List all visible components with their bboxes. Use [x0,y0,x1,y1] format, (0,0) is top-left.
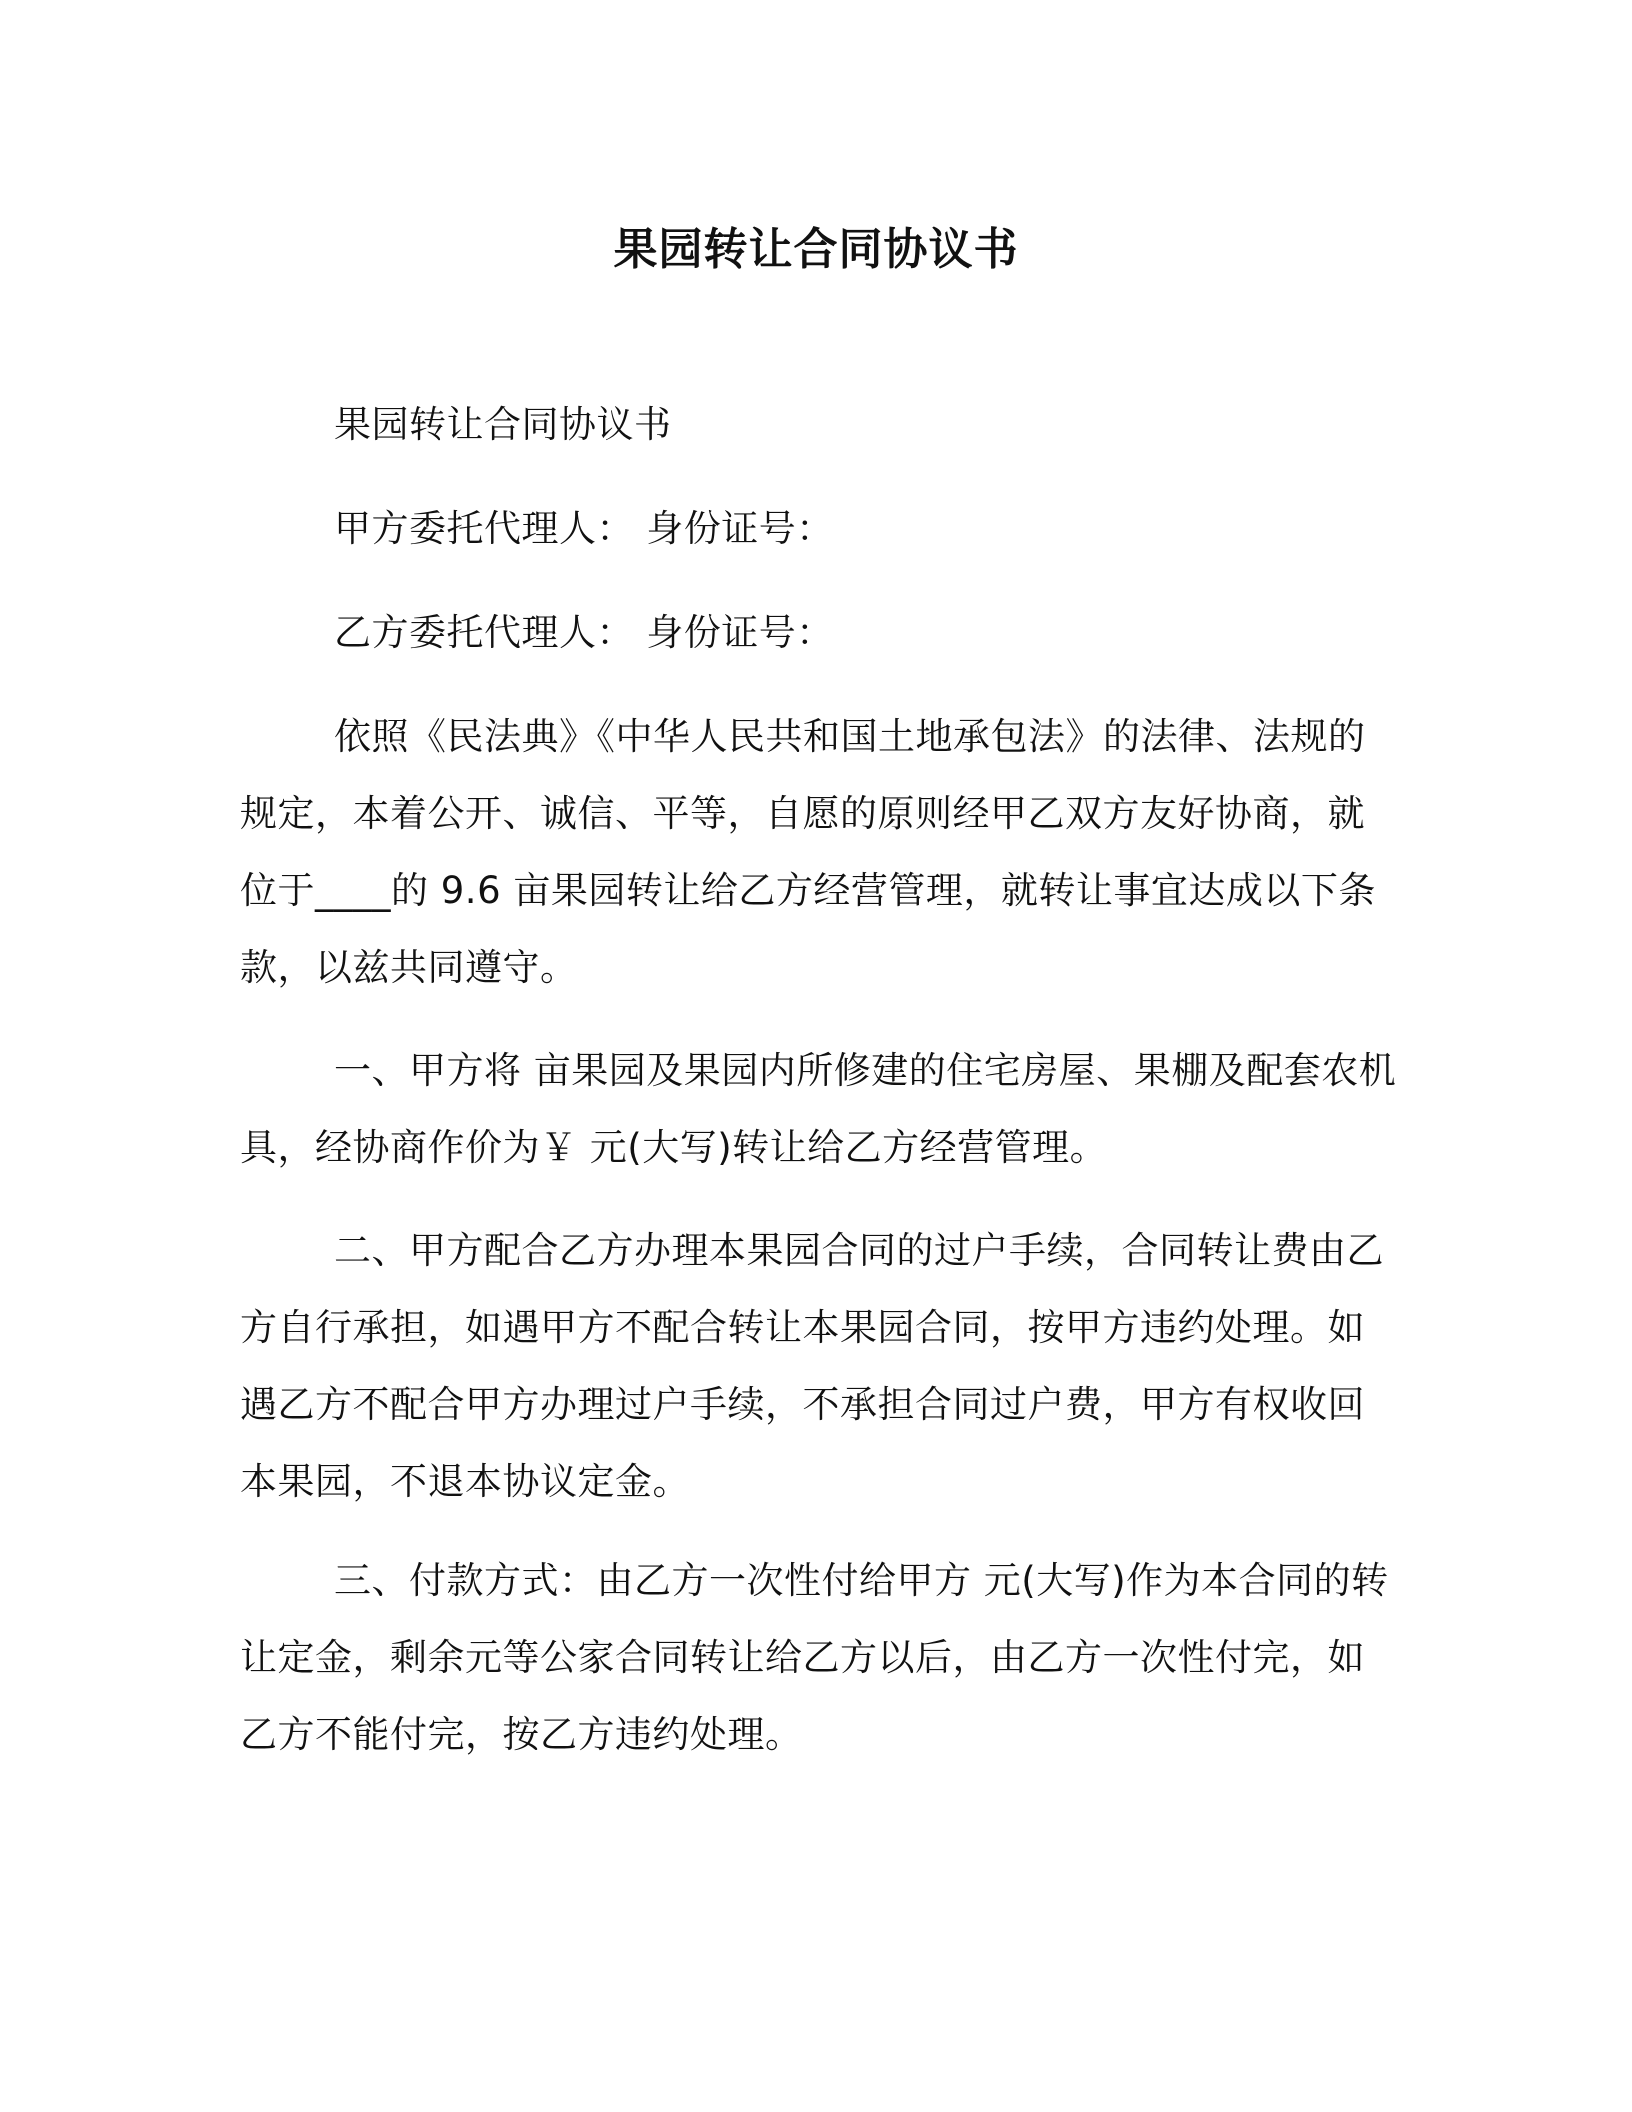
clause-three-paragraph: 三、付款方式：由乙方一次性付给甲方 元(大写)作为本合同的转让定金，剩余元等公家合同转让给乙方以后，由乙方一次性付完，如乙方不能付完，按乙方违约处理。 [240,1559,1389,1756]
document-title: 果园转让合同协议书 [613,224,1019,275]
party-b-agent-line: 乙方委托代理人： 身份证号： [334,611,834,654]
preamble-paragraph: 依照《民法典》《中华人民共和国土地承包法》的法律、法规的规定，本着公开、诚信、平等，自愿的原则经甲乙双方友好协商，就位于____的 9.6 亩果园转让给乙方经营管理，就转让事宜达成以下条款，以兹共同遵守。 [240,715,1376,989]
clause-two-paragraph: 二、甲方配合乙方办理本果园合同的过户手续，合同转让费由乙方自行承担，如遇甲方不配合转让本果园合同，按甲方违约处理。如遇乙方不配合甲方办理过户手续，不承担合同过户费，甲方有权收回本果园，不退本协议定金。 [240,1229,1384,1503]
clause-one-paragraph: 一、甲方将 亩果园及果园内所修建的住宅房屋、果棚及配套农机具，经协商作价为￥ 元(大写)转让给乙方经营管理。 [240,1049,1397,1169]
party-a-agent-line: 甲方委托代理人： 身份证号： [334,507,834,550]
subtitle-paragraph: 果园转让合同协议书 [334,403,672,446]
